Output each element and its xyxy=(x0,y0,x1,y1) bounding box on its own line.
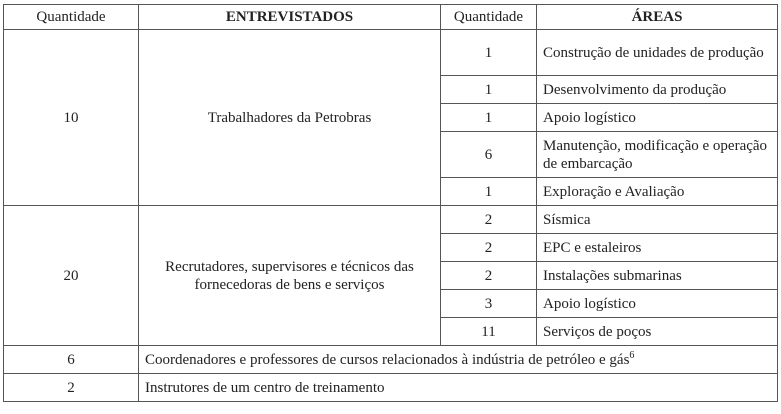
area-name: Serviços de poços xyxy=(537,318,778,346)
area-name: Instalações submarinas xyxy=(537,262,778,290)
area-quantity: 1 xyxy=(441,76,537,104)
header-areas: ÁREAS xyxy=(537,5,778,30)
area-quantity: 3 xyxy=(441,290,537,318)
area-quantity: 11 xyxy=(441,318,537,346)
group-interviewees: Trabalhadores da Petrobras xyxy=(139,30,441,206)
area-name: Sísmica xyxy=(537,206,778,234)
header-entrevistados: ENTREVISTADOS xyxy=(139,5,441,30)
row-description: Instrutores de um centro de treinamento xyxy=(139,374,778,402)
table-row xyxy=(4,30,778,76)
group-interviewees: Recrutadores, supervisores e técnicos das fornecedoras de bens e serviços xyxy=(139,206,441,346)
area-quantity: 2 xyxy=(441,206,537,234)
table-row xyxy=(4,346,778,374)
area-quantity: 2 xyxy=(441,234,537,262)
area-name: Apoio logístico xyxy=(537,290,778,318)
group-quantity: 20 xyxy=(4,206,139,346)
row-quantity: 6 xyxy=(4,346,139,374)
area-quantity: 6 xyxy=(441,132,537,178)
row-quantity: 2 xyxy=(4,374,139,402)
area-name: EPC e estaleiros xyxy=(537,234,778,262)
area-quantity: 1 xyxy=(441,178,537,206)
header-quantidade-areas: Quantidade xyxy=(441,5,537,30)
area-quantity: 2 xyxy=(441,262,537,290)
header-quantidade: Quantidade xyxy=(4,5,139,30)
interview-table xyxy=(3,4,778,402)
area-quantity: 1 xyxy=(441,30,537,76)
footnote-marker: 6 xyxy=(629,349,635,361)
area-name: Manutenção, modificação e operação de embarcação xyxy=(537,132,778,178)
area-name: Construção de unidades de produção xyxy=(537,30,778,76)
table-row xyxy=(4,206,778,234)
row-description xyxy=(139,346,778,374)
area-quantity: 1 xyxy=(441,104,537,132)
header-row xyxy=(4,5,778,30)
area-name: Apoio logístico xyxy=(537,104,778,132)
area-name: Exploração e Avaliação xyxy=(537,178,778,206)
group-quantity: 10 xyxy=(4,30,139,206)
row-description-text: Coordenadores e professores de cursos relacionados à indústria de petróleo e gás xyxy=(145,351,630,368)
area-name: Desenvolvimento da produção xyxy=(537,76,778,104)
table-row xyxy=(4,374,778,402)
